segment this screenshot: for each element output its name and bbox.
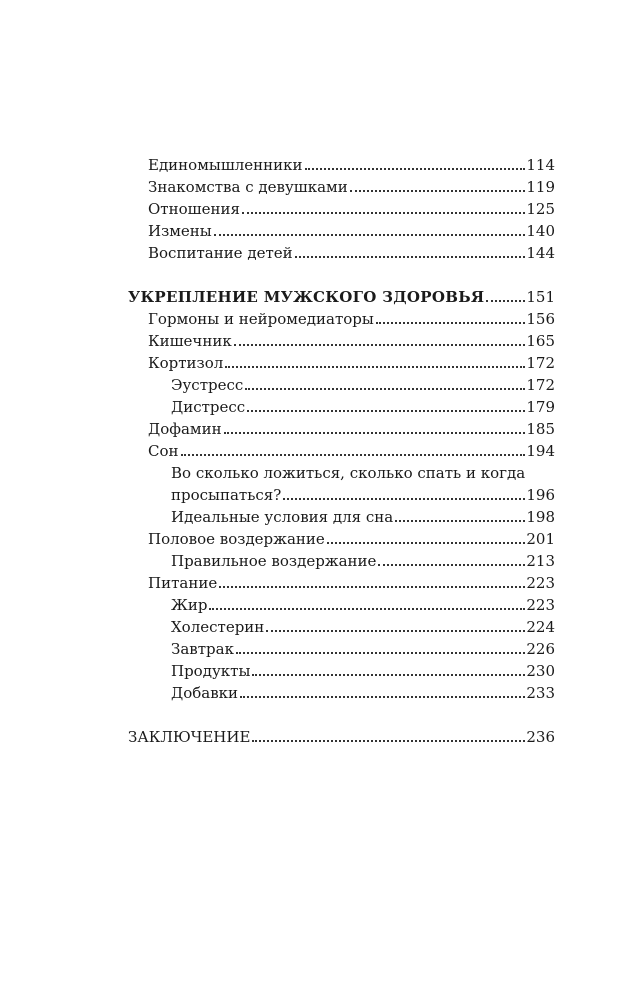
dot-leader [234,344,526,346]
toc-entry [148,174,555,196]
dot-leader [236,652,525,654]
dot-leader [283,498,525,500]
toc-entry-title: Половое воздержание [148,530,325,548]
dot-leader [219,586,525,588]
dot-leader [240,696,525,698]
toc-entry-page: 223 [526,596,555,614]
toc-entry [148,306,555,328]
toc-entry [148,152,555,174]
toc-entry-page: 140 [526,222,555,240]
toc-entry [148,196,555,218]
toc-entry-page: 151 [526,288,555,306]
toc-entry-title: Измены [148,222,212,240]
dot-leader [295,256,526,258]
dot-leader [224,432,526,434]
dot-leader [395,520,525,522]
dot-leader [252,740,525,742]
toc-entry-title-line1: Во сколько ложиться, сколько спать и когда [171,464,526,482]
toc-entry-title: Сон [148,442,179,460]
toc-entry [148,526,555,548]
toc-entry-title: Питание [148,574,218,592]
toc-entry [148,350,555,372]
toc-subentry [171,592,555,614]
toc-entry-page: 226 [526,640,555,658]
toc-subentry [171,372,555,394]
toc-entry-title: Гормоны и нейромедиаторы [148,310,374,328]
toc-subentry [171,504,555,526]
toc-entry-page: 185 [526,420,555,438]
dot-leader [350,190,526,192]
toc-entry-page: 114 [526,156,555,174]
toc-subentry [171,636,555,658]
toc-entry-page: 230 [526,662,555,680]
toc-subentry-line1 [171,460,555,482]
toc-entry-title: Отношения [148,200,240,218]
toc-entry-page: 156 [526,310,555,328]
dot-leader [214,234,526,236]
toc-entry-page: 198 [526,508,555,526]
toc-entry [148,240,555,262]
toc-entry-page: 179 [526,398,555,416]
toc-entry-page: 165 [526,332,555,350]
dot-leader [266,630,525,632]
toc-entry-page: 119 [526,178,555,196]
dot-leader [245,388,525,390]
dot-leader [252,674,525,676]
dot-leader [376,322,526,324]
toc-entry [148,570,555,592]
dot-leader [486,300,525,302]
toc-entry [148,328,555,350]
toc-entry-page: 233 [526,684,555,702]
toc-entry-title: Воспитание детей [148,244,293,262]
dot-leader [327,542,526,544]
toc-entry-page: 213 [526,552,555,570]
toc-entry-page: 125 [526,200,555,218]
toc-entry-page: 144 [526,244,555,262]
toc-entry [148,416,555,438]
dot-leader [209,608,525,610]
dot-leader [247,410,525,412]
toc-entry-title: Эустресс [171,376,244,394]
toc-entry-title: Добавки [171,684,239,702]
toc-section-heading [128,724,555,746]
toc-subentry [171,482,555,504]
toc-entry-page: 201 [526,530,555,548]
dot-leader [242,212,525,214]
toc-entry-title: Единомышленники [148,156,303,174]
toc-subentry [171,658,555,680]
toc-entry-title: ЗАКЛЮЧЕНИЕ [128,728,251,746]
toc-section-heading [128,284,555,306]
toc-entry-title: Идеальные условия для сна [171,508,394,526]
toc-subentry [171,394,555,416]
toc-entry-title: Правильное воздержание [171,552,377,570]
toc-entry [148,438,555,460]
toc-entry-title: УКРЕПЛЕНИЕ МУЖСКОГО ЗДОРОВЬЯ [128,288,485,306]
toc-entry-title: Холестерин [171,618,265,636]
toc-entry-title: Жир [171,596,208,614]
toc-entry-title: просыпаться? [171,486,282,504]
toc-entry-page: 194 [526,442,555,460]
toc-entry-title: Продукты [171,662,251,680]
toc-entry-page: 172 [526,354,555,372]
toc-subentry [171,680,555,702]
dot-leader [378,564,525,566]
toc-subentry [171,614,555,636]
toc-entry-page: 223 [526,574,555,592]
toc-entry-title: Дофамин [148,420,222,438]
toc-entry-title: Дистресс [171,398,246,416]
dot-leader [225,366,525,368]
toc-entry-page: 172 [526,376,555,394]
toc-entry-page: 236 [526,728,555,746]
toc-entry-page: 224 [526,618,555,636]
toc-entry-title: Завтрак [171,640,234,658]
toc-subentry [171,548,555,570]
toc-entry [148,218,555,240]
toc-entry-title: Кишечник [148,332,232,350]
toc-entry-title: Знакомства с девушками [148,178,348,196]
toc-entry-page: 196 [526,486,555,504]
dot-leader [181,454,526,456]
toc-entry-title: Кортизол [148,354,224,372]
dot-leader [305,168,526,170]
